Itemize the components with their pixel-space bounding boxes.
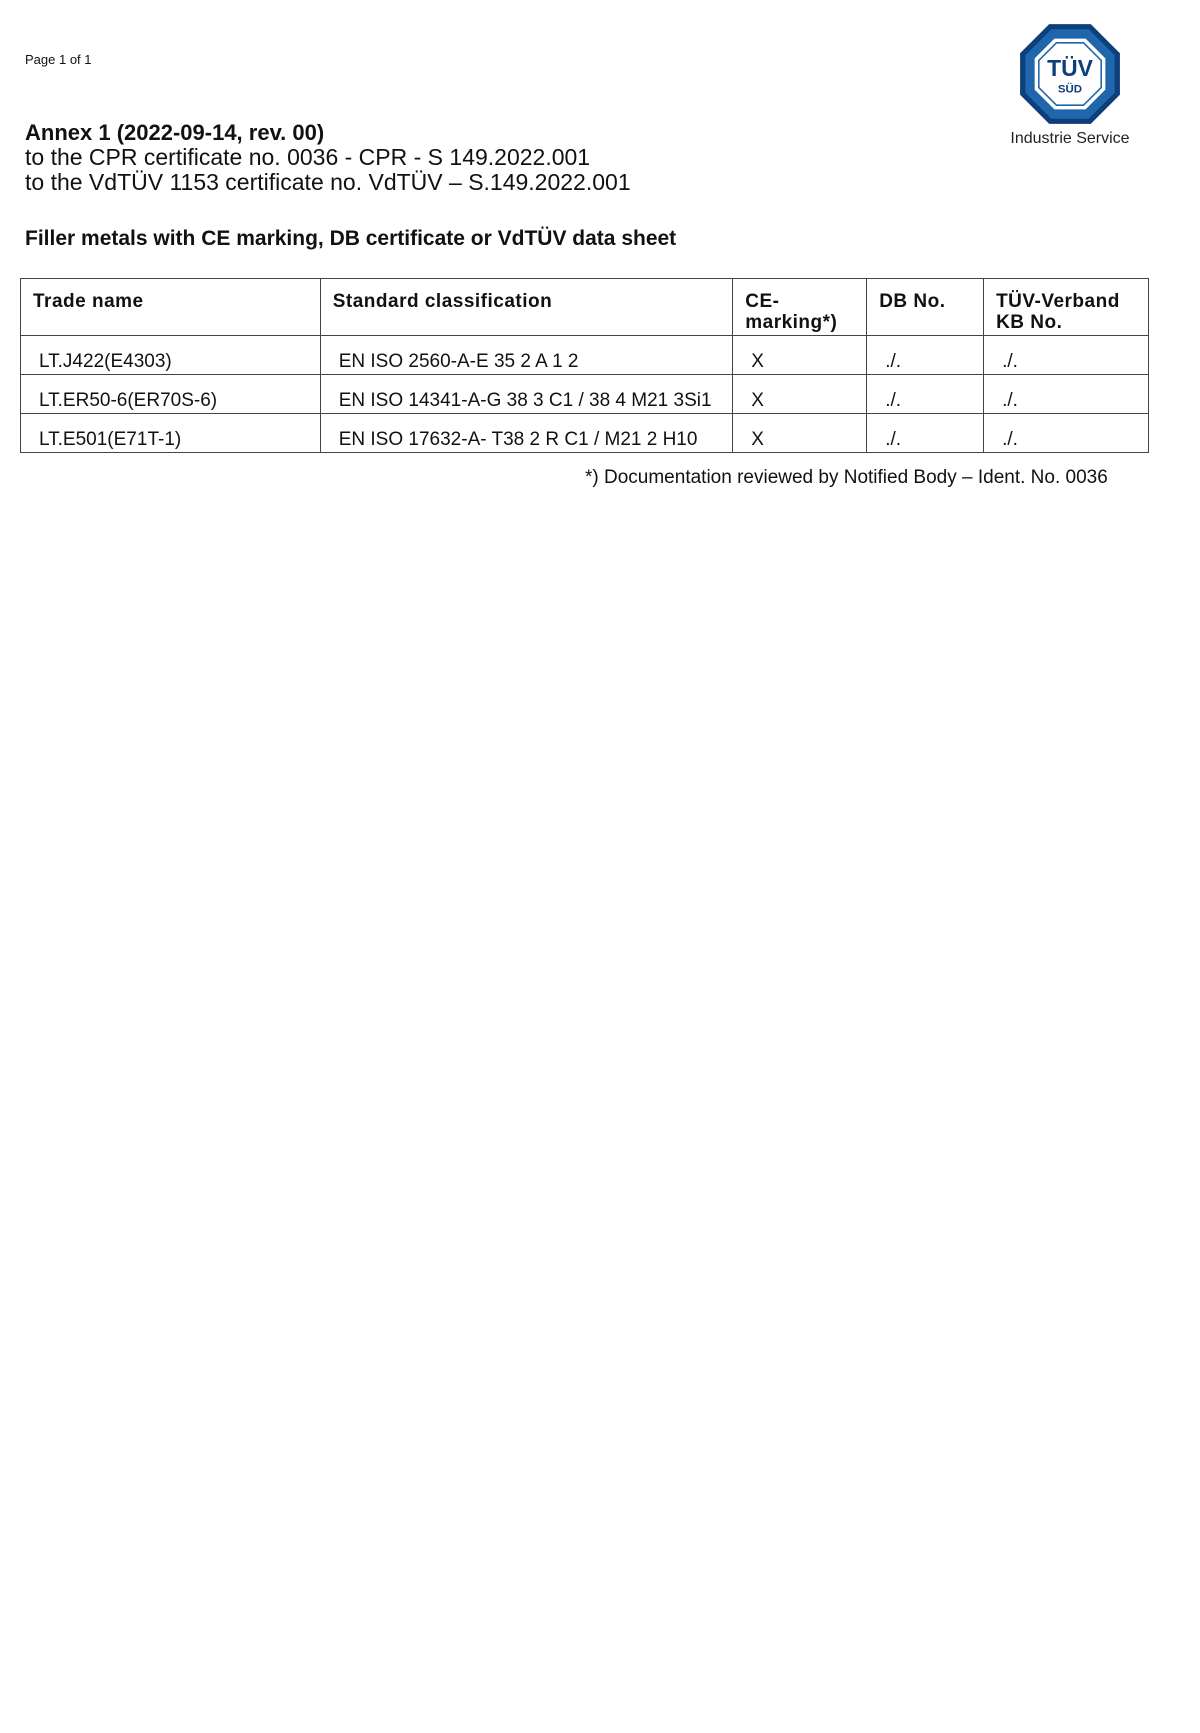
document-heading: [25, 120, 631, 195]
kb-header-line2: KB No.: [996, 312, 1063, 333]
trade-name-cell: LT.ER50-6(ER70S-6): [21, 375, 321, 414]
company-logo: [1000, 22, 1140, 148]
col-header-ce-marking: [733, 279, 867, 336]
tuv-sud-octagon-logo-icon: [1018, 22, 1122, 126]
vdtuv-certificate-line: to the VdTÜV 1153 certificate no. VdTÜV – S.149.2022.001: [25, 169, 631, 195]
table-row: [21, 375, 1149, 414]
kb-header-line1: TÜV-Verband: [996, 291, 1120, 312]
col-header-standard-classification: Standard classification: [320, 279, 733, 336]
table-row: [21, 336, 1149, 375]
db-no-cell: ./.: [867, 414, 984, 453]
cpr-certificate-line: to the CPR certificate no. 0036 - CPR - S 149.2022.001: [25, 144, 591, 170]
table-row: [21, 414, 1149, 453]
kb-no-cell: ./.: [984, 414, 1149, 453]
annex-title: Annex 1 (2022-09-14, rev. 00): [25, 120, 325, 145]
kb-no-cell: ./.: [984, 375, 1149, 414]
col-header-db-no: DB No.: [867, 279, 984, 336]
svg-text:SÜD: SÜD: [1057, 83, 1083, 96]
page-number: Page 1 of 1: [25, 52, 92, 67]
ce-header-line2: marking*): [745, 312, 838, 333]
col-header-trade-name: Trade name: [21, 279, 321, 336]
db-no-cell: ./.: [867, 336, 984, 375]
standard-cell: EN ISO 2560-A-E 35 2 A 1 2: [320, 336, 733, 375]
table-header-row: [21, 279, 1149, 336]
standard-cell: EN ISO 14341-A-G 38 3 C1 / 38 4 M21 3Si1: [320, 375, 733, 414]
svg-text:TÜV: TÜV: [1047, 55, 1093, 82]
col-header-kb-no: [984, 279, 1149, 336]
trade-name-cell: LT.J422(E4303): [21, 336, 321, 375]
standard-cell: EN ISO 17632-A- T38 2 R C1 / M21 2 H10: [320, 414, 733, 453]
trade-name-cell: LT.E501(E71T-1): [21, 414, 321, 453]
db-no-cell: ./.: [867, 375, 984, 414]
ce-marking-cell: X: [733, 414, 867, 453]
ce-marking-cell: X: [733, 375, 867, 414]
section-title: Filler metals with CE marking, DB certificate or VdTÜV data sheet: [25, 227, 677, 250]
footnote: *) Documentation reviewed by Notified Body – Ident. No. 0036: [585, 467, 1108, 488]
ce-marking-cell: X: [733, 336, 867, 375]
logo-caption: Industrie Service: [1010, 130, 1130, 147]
filler-metals-table: [20, 278, 1149, 453]
kb-no-cell: ./.: [984, 336, 1149, 375]
ce-header-line1: CE-: [745, 291, 780, 312]
